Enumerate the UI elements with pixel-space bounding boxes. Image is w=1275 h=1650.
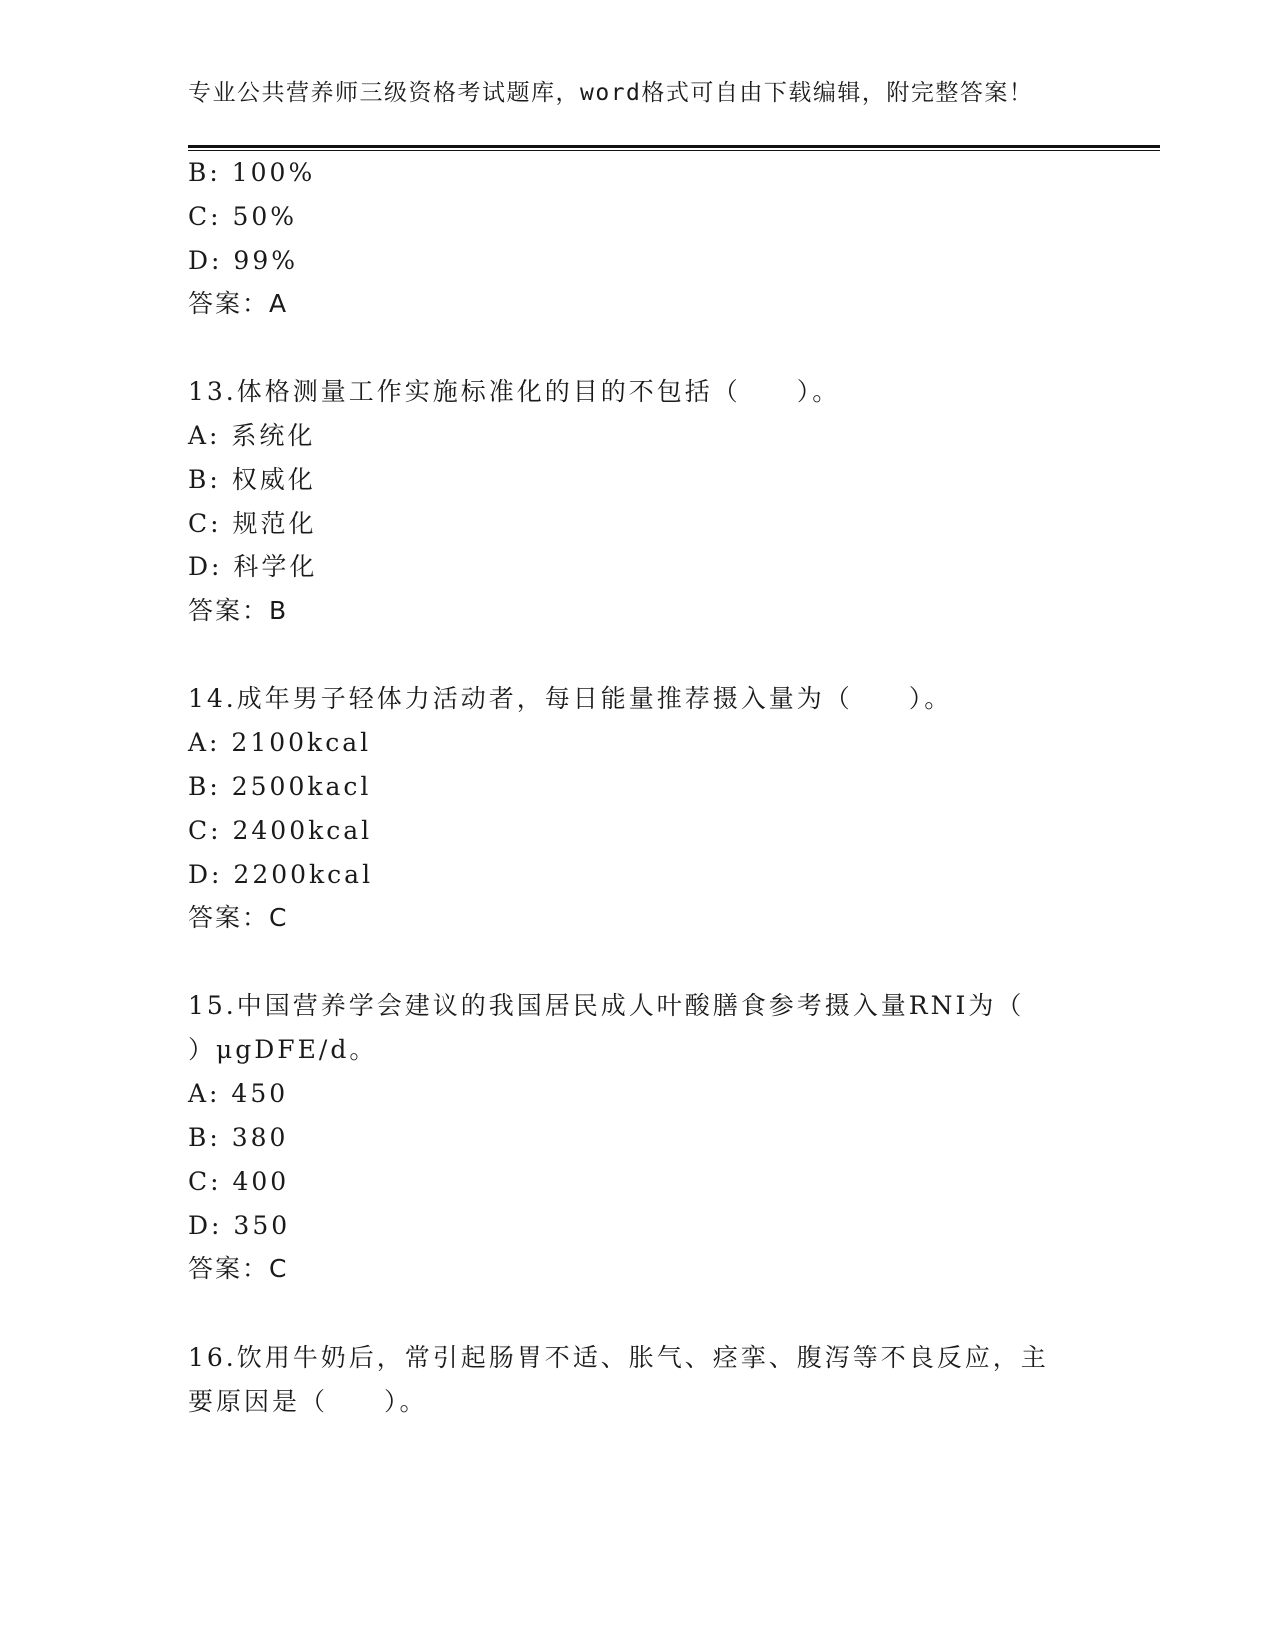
page-header: 专业公共营养师三级资格考试题库，word格式可自由下载编辑，附完整答案！: [188, 80, 1034, 106]
prev-option-c: C: 50%: [188, 202, 298, 231]
q14-stem: 14.成年男子轻体力活动者，每日能量推荐摄入量为（ ）。: [188, 684, 953, 713]
q16-stem-line1: 16.饮用牛奶后，常引起肠胃不适、胀气、痉挛、腹泻等不良反应，主: [188, 1343, 1049, 1372]
header-rule-thick: [188, 145, 1160, 148]
q15-option-b: B: 380: [188, 1123, 289, 1152]
q15-option-c: C: 400: [188, 1167, 290, 1196]
q14-option-a: A: 2100kcal: [188, 728, 372, 757]
prev-option-b: B: 100%: [188, 158, 316, 187]
q15-option-a: A: 450: [188, 1079, 289, 1108]
prev-option-d: D: 99%: [188, 246, 298, 275]
q13-option-a: A: 系统化: [188, 421, 316, 450]
q13-stem: 13.体格测量工作实施标准化的目的不包括（ ）。: [188, 377, 841, 406]
q13-option-b: B: 权威化: [188, 465, 316, 494]
q15-stem-line1: 15.中国营养学会建议的我国居民成人叶酸膳食参考摄入量RNI为（: [188, 991, 1025, 1020]
q14-option-c: C: 2400kcal: [188, 816, 373, 845]
q13-answer: 答案：B: [188, 596, 289, 625]
header-rule-thin: [188, 150, 1160, 151]
q15-option-d: D: 350: [188, 1211, 291, 1240]
q15-answer: 答案：C: [188, 1254, 289, 1283]
q15-stem-line2: ）μgDFE/d。: [188, 1035, 378, 1064]
q13-option-c: C: 规范化: [188, 509, 317, 538]
q14-option-b: B: 2500kacl: [188, 772, 372, 801]
prev-answer: 答案：A: [188, 289, 289, 318]
q14-answer: 答案：C: [188, 903, 289, 932]
q13-option-d: D: 科学化: [188, 552, 318, 581]
q16-stem-line2: 要原因是（ ）。: [188, 1387, 428, 1416]
q14-option-d: D: 2200kcal: [188, 860, 374, 889]
